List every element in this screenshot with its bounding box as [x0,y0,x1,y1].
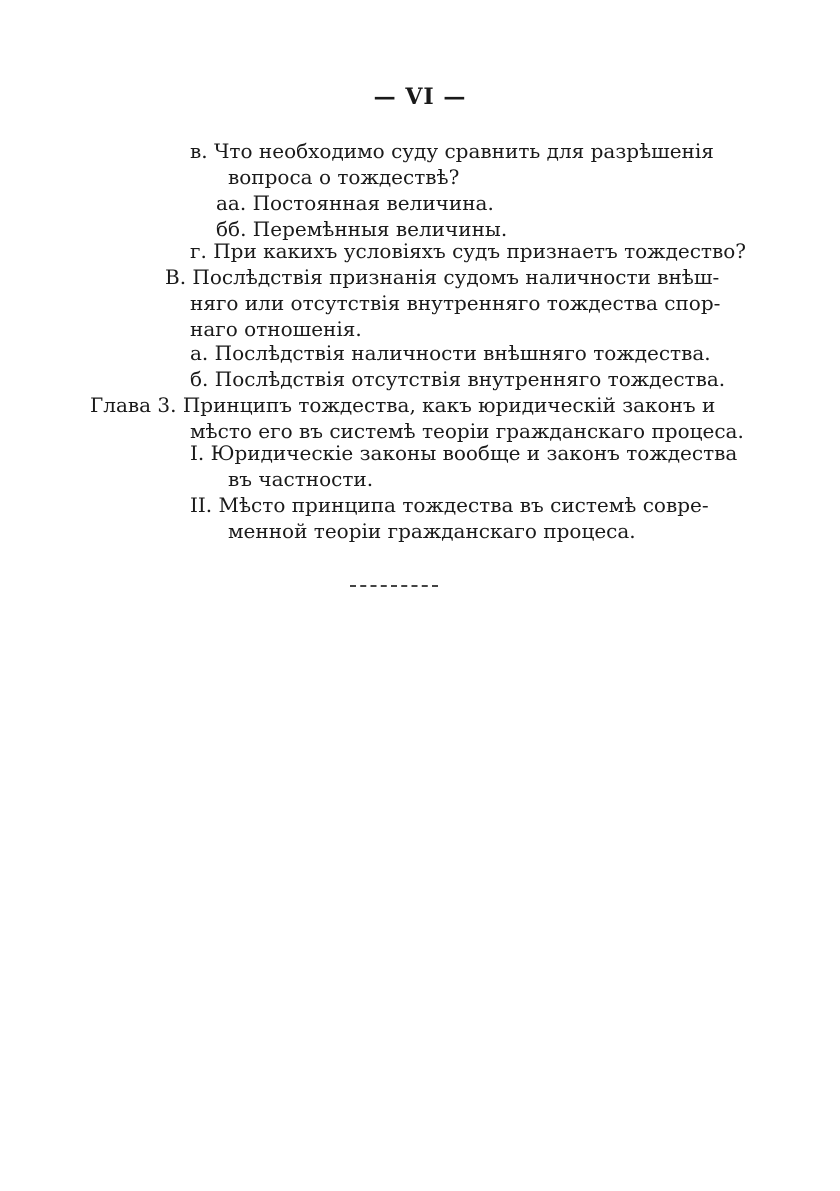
page-number: — VI — [373,84,467,110]
toc-line-a: а. Послѣдствія наличности внѣшняго тождества. [190,341,711,365]
toc-line-bb: бб. Перемѣнныя величины. [216,217,508,241]
toc-line-v-1: в. Что необходимо суду сравнить для разрѣшенія [190,139,714,163]
toc-line-v-2: вопроса о тождествѣ? [228,165,460,189]
toc-line-I-1: I. Юридическіе законы вообще и законъ тождества [190,441,738,465]
toc-line-g: г. При какихъ условіяхъ судъ признаетъ тождество? [190,239,747,263]
toc-line-b: б. Послѣдствія отсутствія внутренняго тождества. [190,367,726,391]
toc-line-V-3: наго отношенія. [190,317,362,341]
toc-line-II-1: II. Мѣсто принципа тождества въ системѣ совре- [190,493,709,517]
toc-line-aa: аа. Постоянная величина. [216,191,494,215]
toc-chapter-3-line-2: мѣсто его въ системѣ теоріи гражданскаго процеса. [190,419,744,443]
toc-line-I-2: въ частности. [228,467,374,491]
toc-line-II-2: менной теоріи гражданскаго процеса. [228,519,636,543]
toc-chapter-3-line-1: Глава 3. Принципъ тождества, какъ юридическій законъ и [90,393,716,417]
toc-line-V-1: В. Послѣдствія признанія судомъ наличности внѣш- [165,265,720,289]
section-divider [350,585,438,587]
toc-line-V-2: няго или отсутствія внутренняго тождества спор- [190,291,721,315]
